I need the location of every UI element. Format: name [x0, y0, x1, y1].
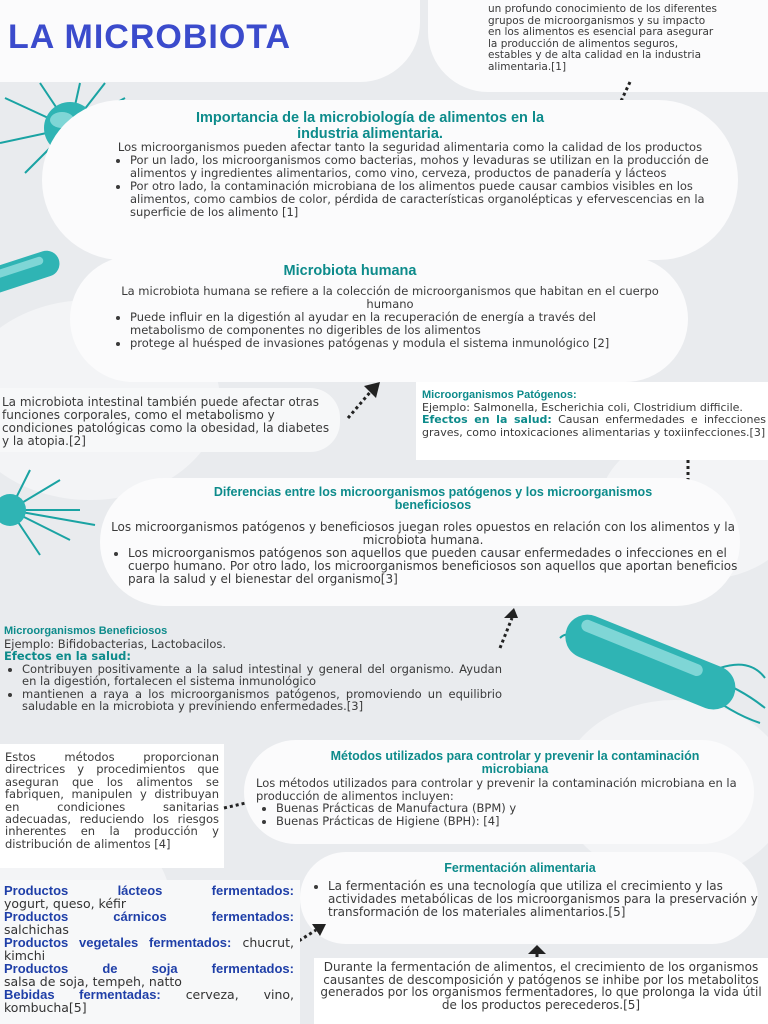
list-item: • Contribuyen positivamente a la salud intestinal y general del organismo. Ayudan en la digestión, fortalecen el sistema inmunológico — [22, 663, 502, 688]
bacterium-icon — [560, 618, 768, 728]
beneficiosos-heading: Microorganismos Beneficiosos — [4, 625, 168, 637]
patogenos-example: Ejemplo: Salmonella, Escherichia coli, Clostridium difficile. — [422, 400, 743, 414]
patogenos-heading: Microorganismos Patógenos: — [422, 389, 577, 401]
producto-value: chucrut, kimchi — [4, 935, 294, 963]
diferencias-lead: Los microorganismos patógenos y beneficiosos juegan roles opuestos en relación con los alimentos y la microbiota humana. — [111, 520, 735, 547]
producto-label: Productos lácteos fermentados: — [4, 883, 294, 898]
metodos-lead: Los métodos utilizados para controlar y prevenir la contaminación microbiana en la producción de alimentos incluyen: — [256, 776, 737, 803]
beneficiosos-body — [4, 625, 502, 713]
producto-label: Productos de soja fermentados: — [4, 961, 294, 976]
producto-value: salchichas — [4, 922, 69, 937]
producto-label: Productos vegetales fermentados: — [4, 935, 232, 950]
durante-text: Durante la fermentación de alimentos, el crecimiento de los organismos causantes de descomposición y patógenos se inhibe por los metabolitos generados por los organismos fermentadores, lo que prolonga la vida útil de los productos perecederos.[5] — [320, 960, 762, 1012]
virus-icon — [0, 470, 100, 560]
importancia-body — [110, 141, 710, 219]
intestinal-text: La microbiota intestinal también puede afectar otras funciones corporales, como el metabolismo y condiciones patológicas como la obesidad, la diabetes y la atopia.[2] — [2, 395, 330, 448]
producto-value: cerveza, vino, kombucha[5] — [4, 987, 294, 1015]
importancia-lead: Los microorganismos pueden afectar tanto la seguridad alimentaria como la calidad de los productos — [117, 140, 703, 154]
list-item: • mantienen a raya a los microorganismos patógenos, promoviendo un equilibrio saludable en la microbiota y previniendo enfermedades.[3] — [22, 688, 502, 713]
intro-text: un profundo conocimiento de los diferentes grupos de microorganismos y su impacto en los alimentos es esencial para asegurar la producción de alimentos seguros, estables y de alta calidad en la industria alimentaria.[1] — [488, 3, 717, 73]
patogenos-body — [422, 389, 766, 439]
list-item: • Buenas Prácticas de Manufactura (BPM) y — [276, 802, 764, 815]
list-item: • Por otro lado, la contaminación microbiana de los alimentos puede causar cambios visibles en los alimentos, como cambios de color, pérdida de características organolépticas y efervescencias en la superficie de los alimento [1] — [130, 180, 710, 219]
humana-body — [110, 285, 670, 350]
list-item: • Por un lado, los microorganismos como bacterias, mohos y levaduras se utilizan en la producción de alimentos y ingredientes alimentarios, como vino, cerveza, productos de panadería y lácteos — [130, 154, 710, 180]
estos-metodos-text: Estos métodos proporcionan directrices y procedimientos que aseguran que los alimentos se fabriquen, manipulen y distribuyan en condiciones sanitarias adecuadas, reduciendo los riesgos inherentes en la producción y distribución de alimentos [4] — [5, 750, 219, 851]
effects-label: Efectos en la salud: — [422, 413, 552, 426]
productos-list — [4, 884, 294, 1014]
producto-label: Productos cárnicos fermentados: — [4, 909, 294, 924]
page-title: LA MICROBIOTA — [8, 18, 292, 56]
beneficiosos-example: Ejemplo: Bifidobacterias, Lactobacilos. — [4, 636, 227, 651]
diferencias-body — [108, 521, 738, 586]
patogenos-effects: Causan enfermedades e infecciones graves, como intoxicaciones alimentarias y toxiinfecciones.[3] — [422, 413, 766, 439]
list-item: • Puede influir en la digestión al ayudar en la recuperación de energía a través del metabolismo de componentes no digeribles de los alimentos — [130, 311, 670, 337]
fermentacion-body — [308, 880, 760, 918]
producto-value: salsa de soja, tempeh, natto — [4, 974, 182, 989]
importancia-heading: Importancia de la microbiología de alimentos en la industria alimentaria. — [195, 110, 545, 142]
arrow-icon — [340, 380, 384, 424]
humana-lead: La microbiota humana se refiere a la colección de microorganismos que habitan en el cuerpo humano — [121, 284, 659, 311]
list-item: • La fermentación es una tecnología que utiliza el crecimiento y las actividades metabólicas de los microorganismos para la preservación y transformación de los materiales alimentarios.[5] — [328, 880, 760, 918]
humana-heading: Microbiota humana — [283, 263, 417, 279]
fermentacion-heading: Fermentación alimentaria — [444, 861, 596, 875]
list-item: • protege al huésped de invasiones patógenas y modula el sistema inmunológico [2] — [130, 337, 670, 350]
bacterium-icon — [0, 238, 70, 298]
producto-value: yogurt, queso, kéfir — [4, 896, 127, 911]
effects-label: Efectos en la salud: — [4, 649, 131, 663]
producto-label: Bebidas fermentadas: — [4, 987, 161, 1002]
metodos-heading: Métodos utilizados para controlar y prevenir la contaminación microbiana — [330, 749, 700, 776]
metodos-body — [256, 777, 764, 827]
diferencias-heading: Diferencias entre los microorganismos patógenos y los microorganismos beneficiosos — [213, 485, 653, 512]
list-item: • Los microorganismos patógenos son aquellos que pueden causar enfermedades o infecciones en el cuerpo humano. Por otro lado, los microorganismos beneficiosos son aquellos que aportan beneficios para la salud y el bienestar del organismo[3] — [128, 547, 738, 586]
list-item: • Buenas Prácticas de Higiene (BPH): [4] — [276, 815, 764, 828]
